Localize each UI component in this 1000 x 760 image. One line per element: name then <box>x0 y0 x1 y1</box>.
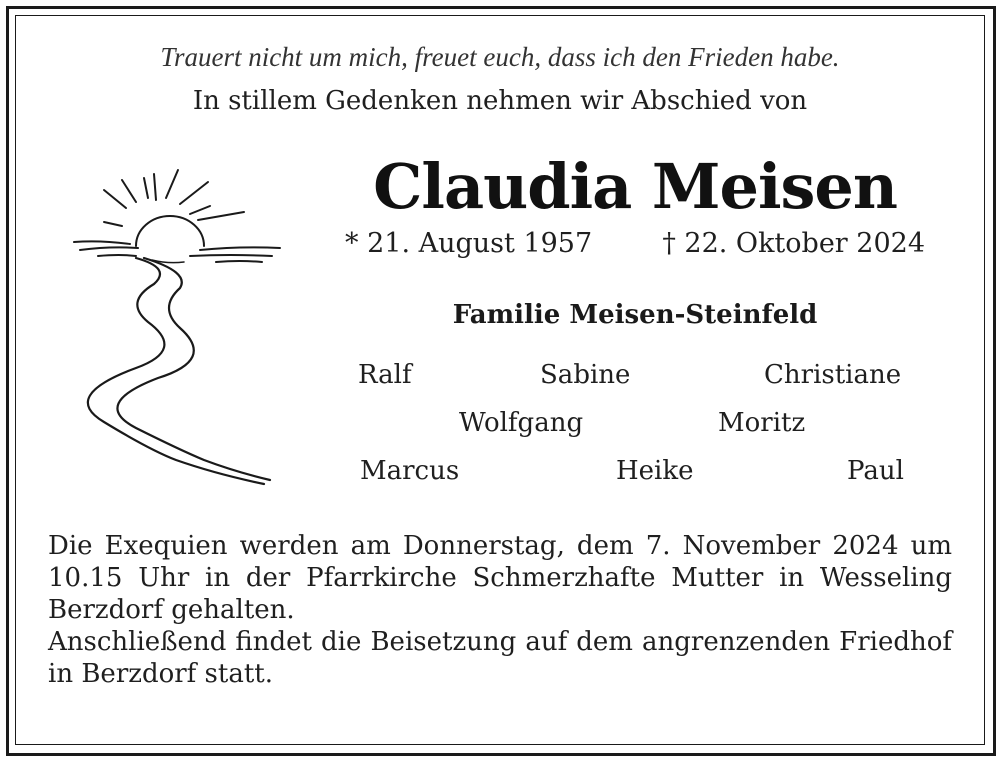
mourner-name: Sabine <box>540 360 631 390</box>
service-paragraph-1: Die Exequien werden am Donnerstag, dem 7. November 2024 um 10.15 Uhr in der Pfarrkirche Schmerzhafte Mutter in Wesseling Berzdorf gehalten. <box>48 531 952 625</box>
death-date: † 22. Oktober 2024 <box>662 228 925 259</box>
mourner-name: Marcus <box>360 456 460 486</box>
mourner-name: Paul <box>847 456 904 486</box>
service-paragraph-2: Anschließend findet die Beisetzung auf dem angrenzenden Friedhof in Berzdorf statt. <box>48 627 952 689</box>
service-information <box>48 530 952 690</box>
birth-date: * 21. August 1957 <box>345 228 593 259</box>
sunset-path-icon <box>40 168 290 488</box>
mourner-name: Christiane <box>764 360 902 390</box>
motto-quote: Trauert nicht um mich, freuet euch, dass ich den Frieden habe. <box>160 42 840 72</box>
family-name: Familie Meisen-Steinfeld <box>452 300 818 330</box>
mourner-name: Heike <box>616 456 694 486</box>
intro-line: In stillem Gedenken nehmen wir Abschied von <box>192 86 808 116</box>
mourner-name: Ralf <box>358 360 412 390</box>
mourner-name: Wolfgang <box>459 408 584 438</box>
deceased-name: Claudia Meisen <box>373 150 897 223</box>
mourner-name: Moritz <box>718 408 806 438</box>
